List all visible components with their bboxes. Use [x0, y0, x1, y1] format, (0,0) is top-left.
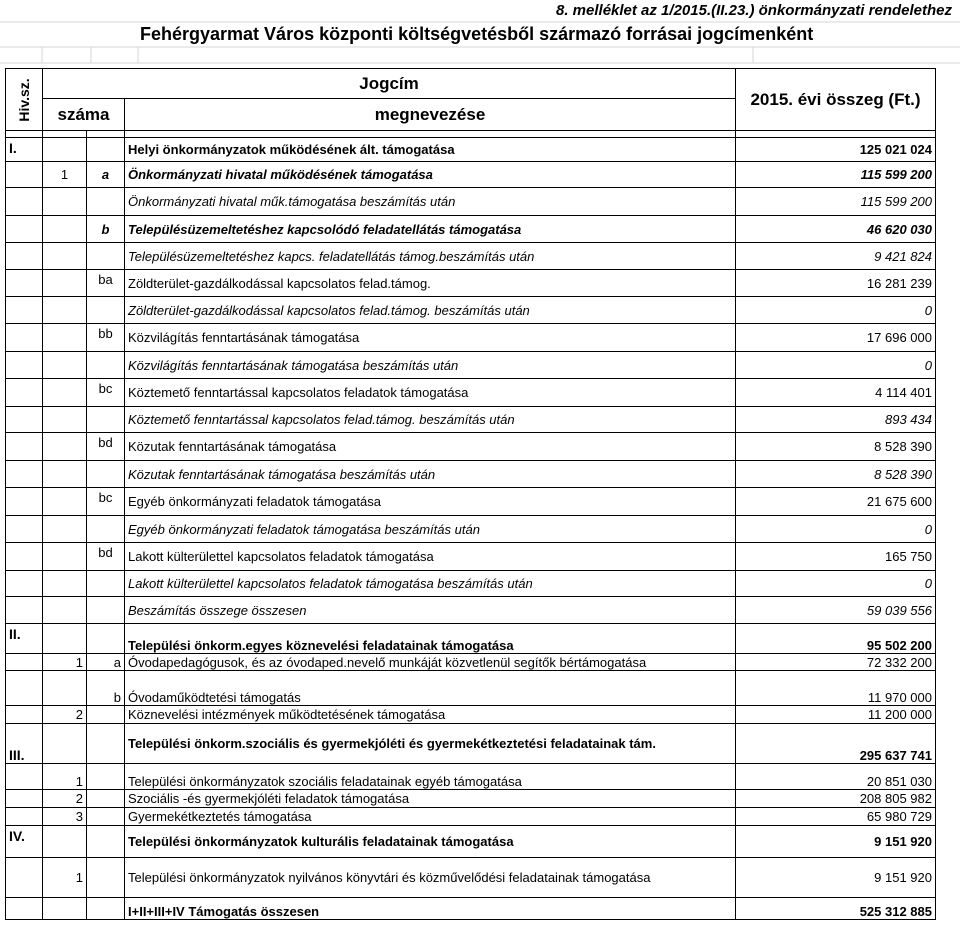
sub-code: bd: [87, 543, 125, 571]
table-row: [6, 764, 936, 790]
table-row: [6, 243, 936, 270]
table-row: [6, 624, 936, 654]
row-name: Önkormányzati hivatal működésének támogatása: [125, 162, 736, 188]
sub-code: bb: [87, 324, 125, 352]
row-name: Köztemető fenntartással kapcsolatos feladatok támogatása: [125, 379, 736, 407]
table-row: [6, 297, 936, 324]
row-amount: 72 332 200: [736, 654, 936, 671]
row-name: Települési önkormányzatok kulturális feladatainak támogatása: [125, 826, 736, 858]
row-amount: 59 039 556: [736, 597, 936, 624]
row-name: Települési önkormányzatok szociális feladatainak egyéb támogatása: [125, 764, 736, 790]
row-name: Zöldterület-gazdálkodással kapcsolatos felad.támog. beszámítás után: [125, 297, 736, 324]
section-number: III.: [6, 724, 43, 764]
section-number: I.: [6, 138, 43, 162]
hivsz-header: Hiv.sz.: [6, 69, 43, 131]
row-amount: 115 599 200: [736, 188, 936, 216]
row-name: Gyermekétkeztetés támogatása: [125, 808, 736, 826]
row-amount: 125 021 024: [736, 138, 936, 162]
page-title: Fehérgyarmat Város központi költségvetésből származó forrásai jogcímenként: [140, 24, 814, 44]
header-row: [6, 69, 936, 99]
row-amount: 9 151 920: [736, 858, 936, 898]
table-row: [6, 379, 936, 407]
table-row: [6, 216, 936, 243]
table-row: [6, 571, 936, 597]
row-name: Települési önkorm.szociális és gyermekjóléti és gyermekétkeztetési feladatainak tám.: [125, 724, 736, 764]
table-row: [6, 162, 936, 188]
row-name: Óvodaműködtetési támogatás: [125, 671, 736, 706]
table-row: [6, 808, 936, 826]
table-row: [6, 706, 936, 724]
row-amount: 0: [736, 571, 936, 597]
row-amount: 0: [736, 516, 936, 543]
row-name: Óvodapedagógusok, és az óvodaped.nevelő munkáját közvetlenül segítők bértámogatása: [125, 654, 736, 671]
table-row: [6, 138, 936, 162]
table-row: [6, 671, 936, 706]
szama-header: száma: [43, 99, 125, 131]
sub-code: bc: [87, 488, 125, 516]
total-label: I+II+III+IV Támogatás összesen: [125, 898, 736, 920]
row-amount: 8 528 390: [736, 433, 936, 461]
row-name: Köztemető fenntartással kapcsolatos felad.támog. beszámítás után: [125, 407, 736, 433]
sub-code: bc: [87, 379, 125, 407]
row-amount: 115 599 200: [736, 162, 936, 188]
jogcim-header: Jogcím: [43, 69, 736, 99]
table-row: [6, 324, 936, 352]
row-name: Beszámítás összege összesen: [125, 597, 736, 624]
megnevezese-header: megnevezése: [125, 99, 736, 131]
row-name: Közutak fenntartásának támogatása: [125, 433, 736, 461]
row-amount: 95 502 200: [736, 624, 936, 654]
row-name: Települési önkormányzatok nyilvános könyvtári és közművelődési feladatainak támogatása: [125, 858, 736, 898]
table-row: [6, 461, 936, 488]
row-amount: 11 970 000: [736, 671, 936, 706]
row-amount: 0: [736, 297, 936, 324]
row-name: Közvilágítás fenntartásának támogatása beszámítás után: [125, 352, 736, 379]
amount-header: 2015. évi összeg (Ft.): [736, 69, 936, 131]
sub-code: ba: [87, 270, 125, 297]
table-row: [6, 407, 936, 433]
table-row: [6, 724, 936, 764]
table-row: [6, 516, 936, 543]
row-amount: 17 696 000: [736, 324, 936, 352]
item-number: 2: [43, 790, 87, 808]
sub-code: bd: [87, 433, 125, 461]
row-amount: 165 750: [736, 543, 936, 571]
item-number: 1: [43, 162, 87, 188]
table-row: [6, 352, 936, 379]
annex-note: 8. melléklet az 1/2015.(II.23.) önkormányzati rendelethez: [556, 2, 952, 19]
row-amount: 8 528 390: [736, 461, 936, 488]
row-amount: 46 620 030: [736, 216, 936, 243]
table-row: [6, 790, 936, 808]
row-amount: 4 114 401: [736, 379, 936, 407]
row-name: Településüzemeltetéshez kapcs. feladatellátás támog.beszámítás után: [125, 243, 736, 270]
row-amount: 65 980 729: [736, 808, 936, 826]
sub-code: a: [87, 162, 125, 188]
table-row: [6, 433, 936, 461]
row-name: Egyéb önkormányzati feladatok támogatása: [125, 488, 736, 516]
row-name: Közvilágítás fenntartásának támogatása: [125, 324, 736, 352]
row-amount: 21 675 600: [736, 488, 936, 516]
row-amount: 20 851 030: [736, 764, 936, 790]
row-name: Lakott külterülettel kapcsolatos feladatok támogatása beszámítás után: [125, 571, 736, 597]
row-name: Egyéb önkormányzati feladatok támogatása beszámítás után: [125, 516, 736, 543]
row-name: Közutak fenntartásának támogatása beszámítás után: [125, 461, 736, 488]
item-number: 1: [43, 654, 87, 671]
item-number: 1: [43, 858, 87, 898]
item-number: 3: [43, 808, 87, 826]
table-row: [6, 858, 936, 898]
table-row: [6, 270, 936, 297]
row-name: Zöldterület-gazdálkodással kapcsolatos felad.támog.: [125, 270, 736, 297]
budget-table: [5, 68, 936, 920]
row-name: Települési önkorm.egyes köznevelési feladatainak támogatása: [125, 624, 736, 654]
row-name: Önkormányzati hivatal műk.támogatása beszámítás után: [125, 188, 736, 216]
table-row: [6, 188, 936, 216]
table-row: [6, 543, 936, 571]
row-name: Településüzemeltetéshez kapcsolódó feladatellátás támogatása: [125, 216, 736, 243]
section-number: IV.: [6, 826, 43, 858]
row-amount: 16 281 239: [736, 270, 936, 297]
row-name: Köznevelési intézmények működtetésének támogatása: [125, 706, 736, 724]
row-amount: 9 421 824: [736, 243, 936, 270]
item-number: 1: [43, 764, 87, 790]
section-number: II.: [6, 624, 43, 654]
row-amount: 295 637 741: [736, 724, 936, 764]
row-name: Szociális -és gyermekjóléti feladatok támogatása: [125, 790, 736, 808]
table-row: [6, 826, 936, 858]
sub-code: a: [87, 654, 125, 671]
table-row: [6, 654, 936, 671]
table-row: [6, 597, 936, 624]
row-amount: 11 200 000: [736, 706, 936, 724]
total-row: [6, 898, 936, 920]
row-name: Lakott külterülettel kapcsolatos feladatok támogatása: [125, 543, 736, 571]
total-amount: 525 312 885: [736, 898, 936, 920]
row-amount: 208 805 982: [736, 790, 936, 808]
row-amount: 0: [736, 352, 936, 379]
item-number: 2: [43, 706, 87, 724]
sub-code: b: [87, 671, 125, 706]
row-amount: 893 434: [736, 407, 936, 433]
row-amount: 9 151 920: [736, 826, 936, 858]
sub-code: b: [87, 216, 125, 243]
spacer-row: [6, 131, 936, 138]
row-name: Helyi önkormányzatok működésének ált. támogatása: [125, 138, 736, 162]
table-row: [6, 488, 936, 516]
